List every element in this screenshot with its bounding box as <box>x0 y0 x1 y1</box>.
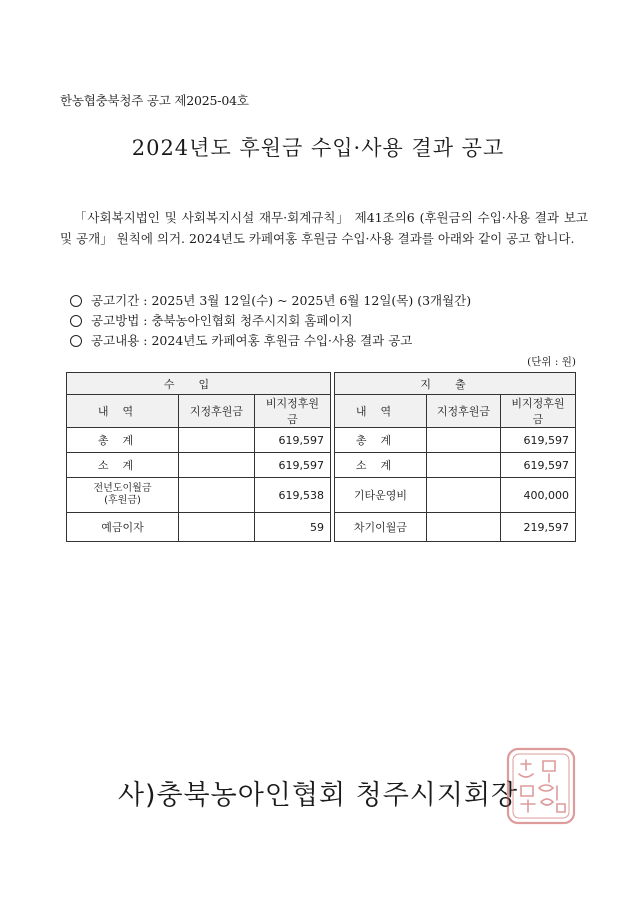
expense-non-designated: 219,597 <box>501 513 576 542</box>
table-row <box>67 513 576 542</box>
income-non-designated: 619,597 <box>255 428 331 453</box>
expense-label: 기타운영비 <box>335 478 427 513</box>
expense-label: 총계 <box>335 428 427 453</box>
notice-period-item <box>70 291 471 311</box>
expense-designated <box>427 513 501 542</box>
income-designated <box>179 453 255 478</box>
notice-method-text: 공고방법 : 충북농아인협회 청주시지회 홈페이지 <box>91 313 353 328</box>
table-row <box>67 478 576 513</box>
section-header-row <box>67 373 576 395</box>
income-col-designated: 지정후원금 <box>179 395 255 428</box>
notice-content-item <box>70 331 471 351</box>
expense-non-designated: 619,597 <box>501 428 576 453</box>
expense-non-designated: 619,597 <box>501 453 576 478</box>
income-non-designated: 59 <box>255 513 331 542</box>
income-col-non-designated: 비지정후원금 <box>255 395 331 428</box>
income-non-designated: 619,597 <box>255 453 331 478</box>
intro-text: 「사회복지법인 및 사회복지시설 재무·회계규칙」 제41조의6 (후원금의 수입·사용 결과 보고 및 공개」 원칙에 의거. 2024년도 카페여홍 후원금 수입·사용 결과를 아래와 같이 공고 합니다. <box>60 210 588 246</box>
expense-col-designated: 지정후원금 <box>427 395 501 428</box>
circle-bullet-icon <box>70 315 82 327</box>
expense-col-item: 내역 <box>335 395 427 428</box>
table-row <box>67 428 576 453</box>
income-col-item: 내역 <box>67 395 179 428</box>
income-header: 수입 <box>67 373 331 395</box>
official-seal-stamp <box>505 746 577 826</box>
expense-header: 지출 <box>335 373 576 395</box>
income-label: 전년도이월금 (후원금) <box>67 478 179 513</box>
table-row <box>67 453 576 478</box>
notice-method-item <box>70 311 471 331</box>
expense-label: 차기이월금 <box>335 513 427 542</box>
signer-name: 사)충북농아인협회 청주시지회장 <box>117 780 519 811</box>
income-label: 소계 <box>67 453 179 478</box>
income-designated <box>179 513 255 542</box>
notice-number: 한농협충북청주 공고 제2025-04호 <box>60 93 249 108</box>
income-label: 총계 <box>67 428 179 453</box>
circle-bullet-icon <box>70 295 82 307</box>
income-designated <box>179 428 255 453</box>
expense-designated <box>427 478 501 513</box>
notice-content-text: 공고내용 : 2024년도 카페여홍 후원금 수입·사용 결과 공고 <box>91 333 413 348</box>
document-title: 2024년도 후원금 수입·사용 결과 공고 <box>131 136 505 160</box>
expense-non-designated: 400,000 <box>501 478 576 513</box>
intro-paragraph <box>60 208 588 249</box>
expense-designated <box>427 453 501 478</box>
notice-details <box>70 291 471 351</box>
expense-col-non-designated: 비지정후원금 <box>501 395 576 428</box>
notice-period-text: 공고기간 : 2025년 3월 12일(수) ~ 2025년 6월 12일(목) (3개월간) <box>91 293 472 308</box>
income-non-designated: 619,538 <box>255 478 331 513</box>
column-header-row <box>67 395 576 428</box>
expense-label: 소계 <box>335 453 427 478</box>
income-expense-table <box>66 372 576 542</box>
circle-bullet-icon <box>70 335 82 347</box>
expense-designated <box>427 428 501 453</box>
income-designated <box>179 478 255 513</box>
unit-label: (단위 : 원) <box>527 356 576 368</box>
income-label: 예금이자 <box>67 513 179 542</box>
